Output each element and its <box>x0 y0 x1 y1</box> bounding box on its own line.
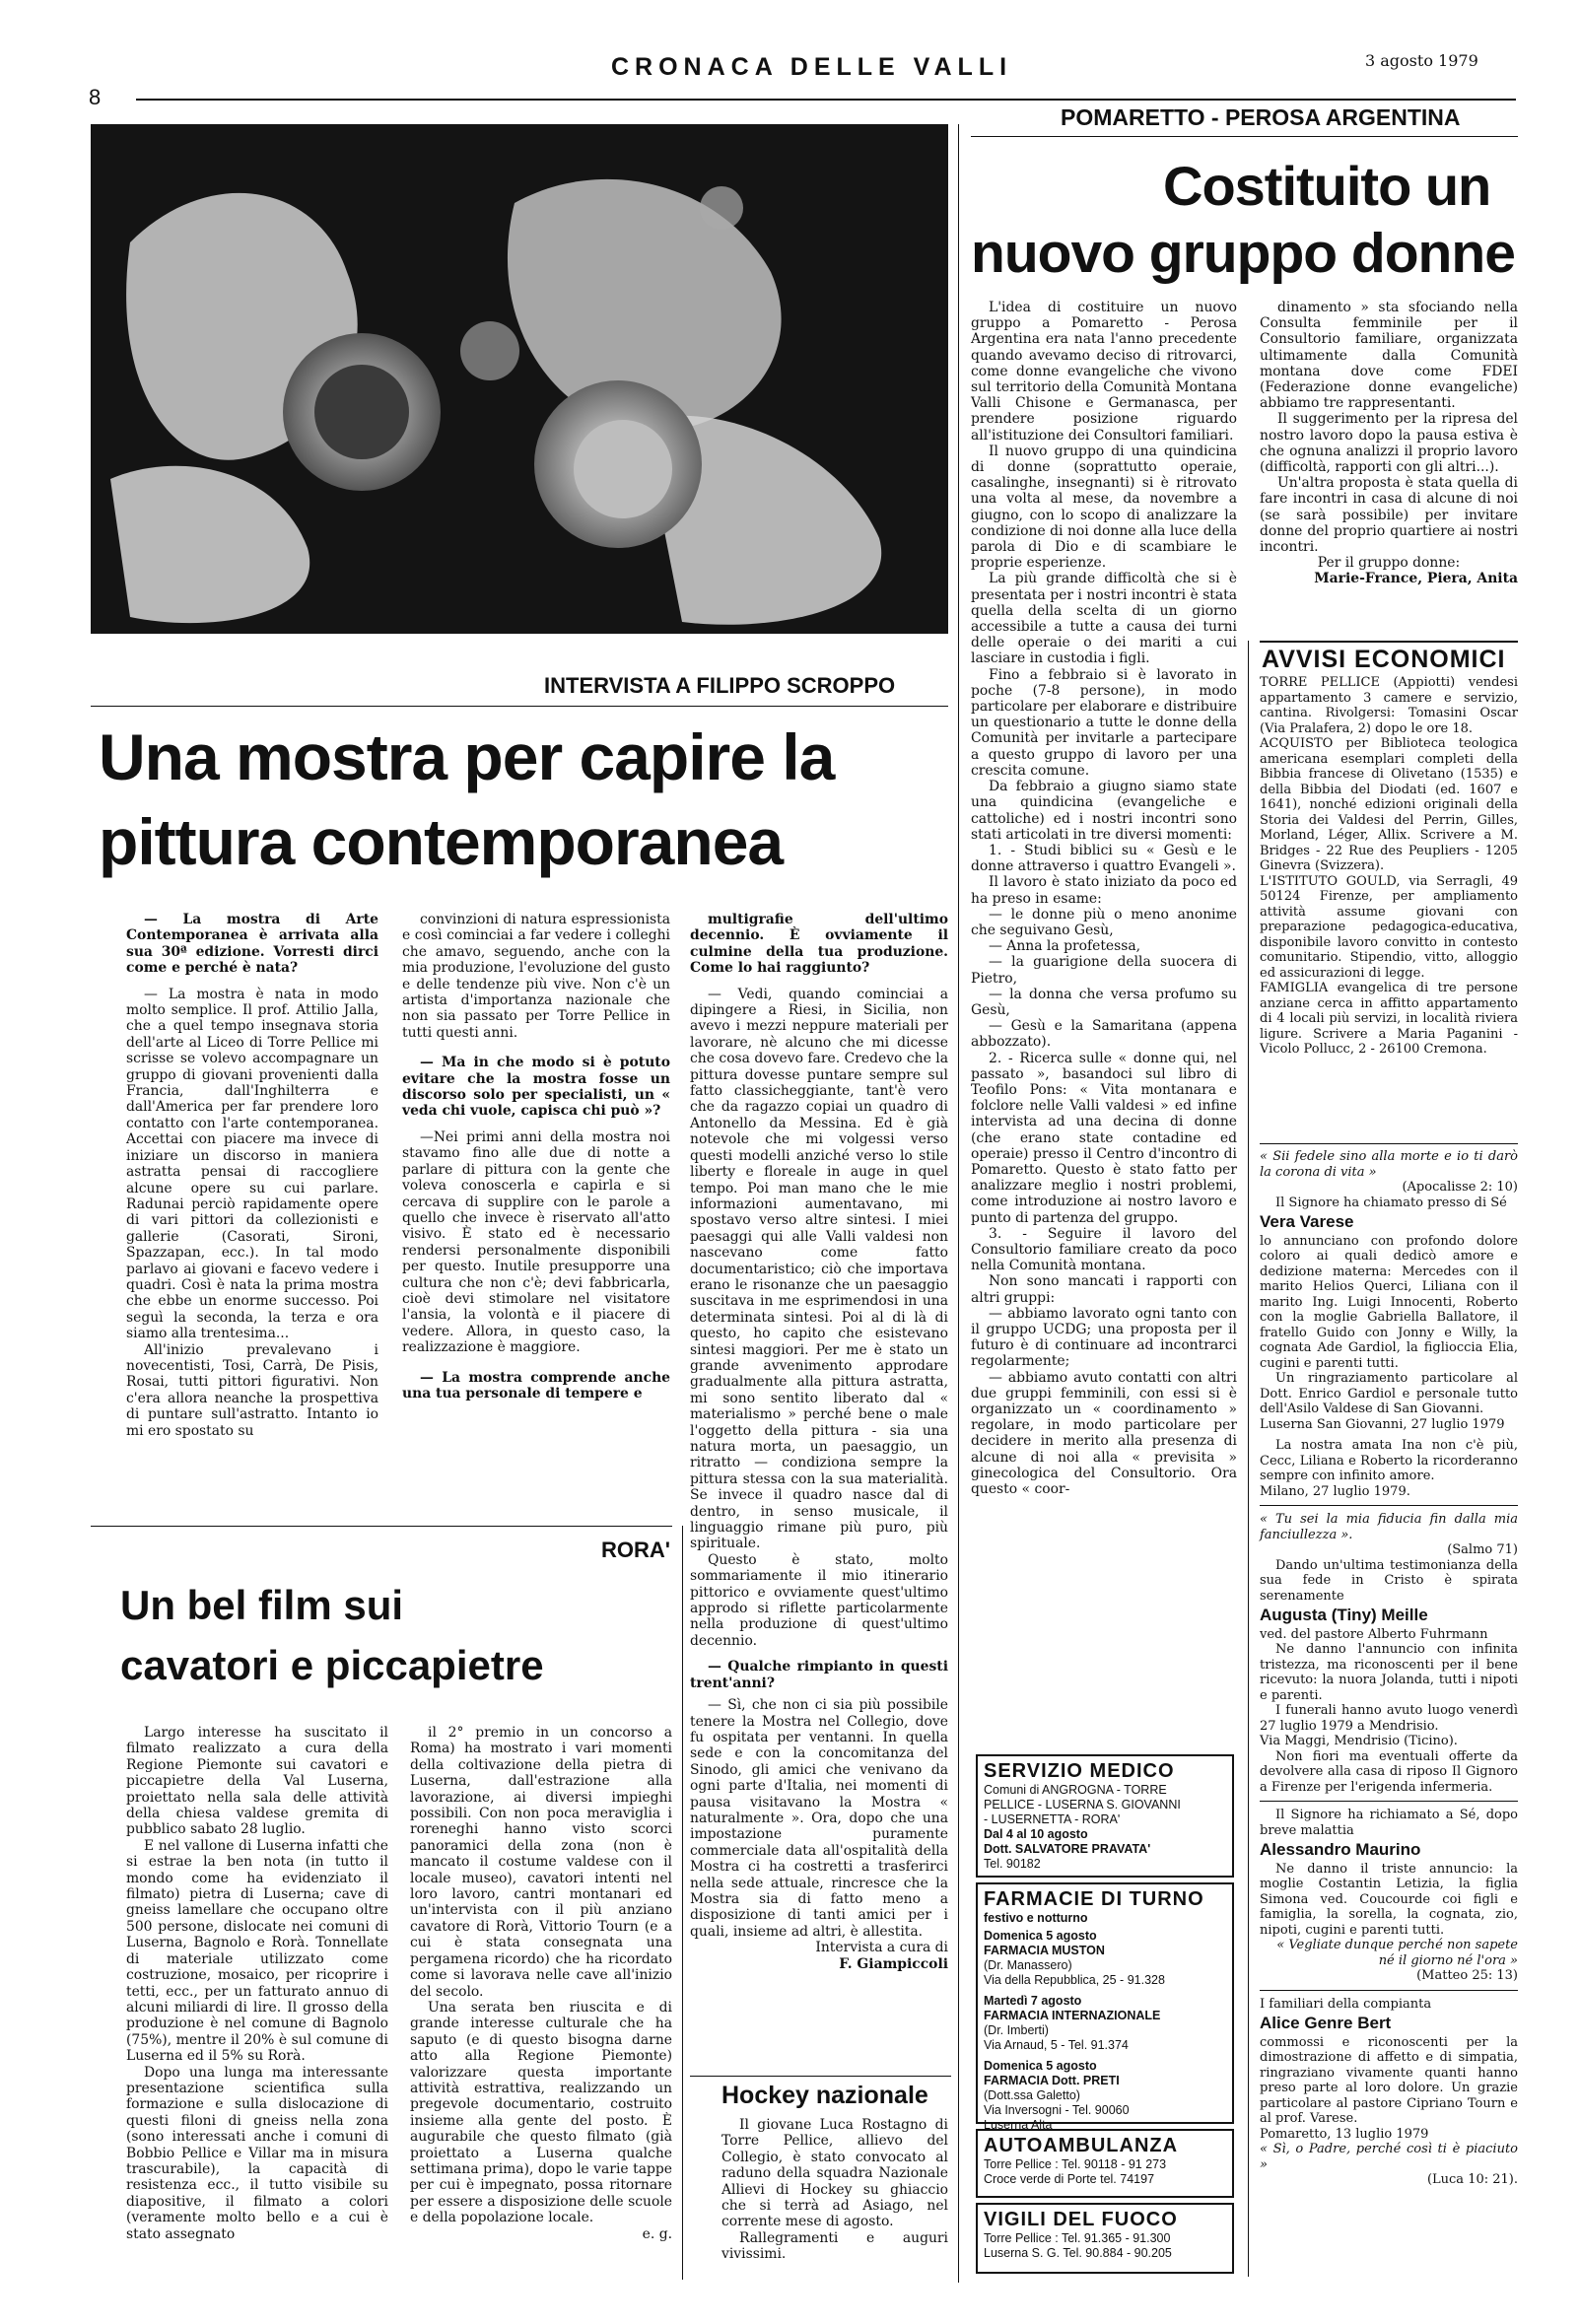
paragraph: — La mostra comprende anche una tua personale di tempere e <box>402 1369 670 1401</box>
rora-title-line2: cavatori e piccapietre <box>120 1642 544 1688</box>
paragraph: — la donna che versa profumo su Gesù, <box>971 986 1237 1018</box>
text-line: Comuni di ANGROGNA - TORRE <box>984 1783 1167 1797</box>
paragraph: Il nuovo gruppo di una quindicina di donne (soprattutto operaie, casalinghe, insegnanti) si è ritrovato una volta al mese, da novembre a giugno, con lo scopo di analizzare la condizione di noi donne alla luce della parola di Dio e di scambiare le proprie esperienze. <box>971 443 1237 572</box>
paragraph: ved. del pastore Alberto Fuhrmann <box>1260 1626 1488 1642</box>
paragraph: — Qualche rimpianto in questi trent'anni? <box>690 1659 948 1691</box>
paragraph: E nel vallone di Luserna infatti che si estrae la ben nota (in tutto il mondo come ha evidenziato il filmato) pietra di Luserna; cave di gneiss lamellare che occupano oltre 500 persone, dislocate nei comuni di Luserna, Bagnolo e Rorà. Tonnellate di materiale utilizzato come costruzione, mosaico, per ricoprire i tetti, ecc., per un fatturato annuo di alcuni miliardi di lire. Il grosso della produzione è nel comune di Bagnolo (75%), mentre il 20% è sul comune di Luserna ed il 5% su Rorà. <box>126 1837 388 2065</box>
rora-col2 <box>410 1725 672 2242</box>
farmacie-title: FARMACIE DI TURNO <box>984 1888 1204 1910</box>
paragraph: convinzioni di natura espressionista e così cominciai a far vedere i colleghi che amavo, seguendo, anche con la mia produzione, l'evoluzione del gusto e delle tendenze più vive. Non c'è un artista d'importanza nazionale che non sia passato per Torre Pellice in tutti questi anni. <box>402 912 670 1041</box>
paragraph: I familiari della compianta <box>1260 1996 1432 2012</box>
text-line: Tel. 90182 <box>984 1857 1041 1871</box>
avvisi-list <box>1260 675 1518 1058</box>
paragraph: Il lavoro è stato iniziato da poco ed ha preso in esame: <box>971 874 1237 907</box>
paragraph: All'inizio prevalevano i novecentisti, Tosi, Carrà, De Pisis, Rosai, tutti pittori figurativi. Non c'era allora neanche la prospettiva di puntare sull'astratto. Intanto io mi ero spostato su <box>126 1341 378 1439</box>
paragraph: Largo interesse ha suscitato il filmato realizzato a cura della Regione Piemonte sui cavatori e piccapietre della Val Luserna, proiettato nella sala delle attività della chiesa valdese gremita di pubblico sabato 28 luglio. <box>126 1725 388 1838</box>
text-line: Croce verde di Porte tel. 74197 <box>984 2172 1155 2186</box>
paragraph: Via Maggi, Mendrisio (Ticino). <box>1260 1734 1458 1748</box>
paragraph: Ne danno il triste annuncio: la moglie Costantin Letizia, la figlia Simona ved. Coucourde coi figli e famiglia, la sorella, la cognata, zio, nipoti, cugini e parenti tutti. <box>1260 1861 1518 1938</box>
text-line: Torre Pellice : Tel. 91.365 - 91.300 <box>984 2231 1171 2245</box>
text-line: Martedì 7 agosto <box>984 1994 1082 2008</box>
text-line: (Dr. Manassero) <box>984 1958 1072 1972</box>
paragraph: Dando un'ultima testimonianza della sua fede in Cristo è spirata serenamente <box>1260 1557 1518 1604</box>
paragraph: 3. - Seguire il lavoro del Consultorio familiare creato da poco nella Comunità montana. <box>971 1225 1237 1274</box>
avviso-item: FAMIGLIA evangelica di tre persone anziane cerca in affitto appartamento di 4 locali più servizi, in località riviera ligure. Scrivere a Maria Paganini - Vicolo Pollucc, 2 - 26100 Cremona. <box>1260 981 1518 1057</box>
necrologio-name: Alice Genre Bert <box>1260 2014 1392 2032</box>
page-number: 8 <box>89 85 102 109</box>
paragraph: Il suggerimento per la ripresa del nostro lavoro dopo la pausa estiva è che ognuna analizzi il proprio lavoro (difficoltà, rapporti con gli altri...). <box>1260 411 1518 476</box>
issue-date: 3 agosto 1979 <box>1365 51 1478 70</box>
paragraph: —Nei primi anni della mostra noi stavamo fino alle due di notte a parlare di pittura con la gente che voleva conoscerla e capirla e si cercava di supplire con le parole a quello che invece è riservato all'atto visivo. È stato ed è necessario rendersi personalmente disponibili per questo. Inutile presupporre una cultura che non c'è; devi fabbricarla, cioè devi stimolare nel visitatore l'ansia, la volontà e il piacere di vedere. Allora, in questo caso, la realizzazione è maggiore. <box>402 1128 670 1356</box>
pomaretto-sign2: Marie-France, Piera, Anita <box>1314 571 1518 587</box>
text-line: Dal 4 al 10 agosto <box>984 1827 1088 1841</box>
text-line: Luserna Alta <box>984 2118 1053 2132</box>
text-line: Via Arnaud, 5 - Tel. 91.374 <box>984 2038 1129 2052</box>
text-line: Domenica 5 agosto <box>984 2059 1097 2073</box>
avvisi-top-rule <box>1260 641 1518 643</box>
paragraph: (Luca 10: 21). <box>1426 2172 1518 2187</box>
column-divider <box>682 1526 683 2280</box>
rora-rule <box>91 1526 672 1527</box>
avviso-item: ACQUISTO per Biblioteca teologica americana esemplari completi della Bibbia francese di Olivetano (1535) e della Bibbia del Diodati (ed. 1607 e 1641), nonché edizioni originali della Storia dei Valdesi del Perrin, Gilles, Morland, Léger, Allix. Scrivere a M. Bridges - 22 Rue des Peupliers - 1205 Ginevra (Svizzera). <box>1260 736 1518 873</box>
paragraph: — abbiamo avuto contatti con altri due gruppi femminili, con essi si è organizzato un « coordinamento » regolare, in modo particolare per decidere in merito alla presenza di alcune di noi alla « previsita » ginecologica del Consultorio. Ora questo « coor- <box>971 1369 1237 1498</box>
hockey-title: Hockey nazionale <box>721 2082 928 2109</box>
rora-sign: e. g. <box>642 2225 672 2242</box>
vigili-box <box>976 2203 1234 2274</box>
text-line: (Dr. Imberti) <box>984 2023 1049 2037</box>
paragraph: 2. - Ricerca sulle « donne qui, nel passato », basandoci sul libro di Teofilo Pons: « Vita montanara e folclore nelle Valli valdesi » ed infine intervista ad una decina di donne (che erano state contadine ed operaie) presso il Centro d'incontro di Pomaretto. Questo è stato fatto per analizzare meglio i nostri problemi, come introduzione ai nostro lavoro e punto di partenza del gruppo. <box>971 1050 1237 1226</box>
paragraph: Un ringraziamento particolare al Dott. Enrico Gardiol e personale tutto dell'Asilo Valdese di San Giovanni. <box>1260 1371 1518 1416</box>
paragraph: La più grande difficoltà che si è presentata per i nostri incontri è stata quella della scelta di un giorno accessibile a tutte a causa dei turni delle operaie o dei mariti a cui lasciare in custodia i figli. <box>971 571 1237 667</box>
paragraph: « Sì, o Padre, perché così ti è piaciuto » <box>1260 2142 1518 2172</box>
paragraph: « Sii fedele sino alla morte e io ti darò la corona di vita » <box>1260 1149 1518 1180</box>
paragraph: Dopo una lunga ma interessante presentazione scientifica sulla formazione e sulla dislocazione di questi filoni di gneiss nella zona (sono interessati anche i comuni di Bobbio Pellice e Villar ma in misura trascurabile), la capacità di resistenza ecc., il tutto visibile su diapositive, il filmato a colori (veramente molto bello e a cui è stato assegnato <box>126 2064 388 2242</box>
paragraph: I funerali hanno avuto luogo venerdì 27 luglio 1979 a Mendrisio. <box>1260 1703 1518 1734</box>
paragraph: — La mostra di Arte Contemporanea è arrivata alla sua 30ª edizione. Vorresti dirci come e perché è nata? <box>126 912 378 977</box>
paragraph: Luserna San Giovanni, 27 luglio 1979 <box>1260 1416 1505 1432</box>
rora-kicker: RORA' <box>601 1538 671 1562</box>
paragraph: multigrafie dell'ultimo decennio. È ovviamente il culmine della tua produzione. Come lo hai raggiunto? <box>690 912 948 977</box>
autoambulanza-box <box>976 2129 1234 2198</box>
vigili-title: VIGILI DEL FUOCO <box>984 2209 1178 2230</box>
paragraph: lo annunciano con profondo dolore coloro ai quali dedicò amore e dedizione materna: Mercedes con il marito Helios Querci, Liliana con il marito Ing. Luigi Innocenti, Roberto con la moglie Gabriella Ballatore, il fratello Guido con Jonny e Willy, la cognata Ade Gardiol, la figlioccia Elia, cugini e parenti tutti. <box>1260 1233 1518 1371</box>
necrologio-name: Augusta (Tiny) Meille <box>1260 1606 1428 1624</box>
paragraph: Non sono mancati i rapporti con altri gruppi: <box>971 1273 1237 1306</box>
masthead: CRONACA DELLE VALLI <box>611 53 1013 81</box>
paragraph: il 2° premio in un concorso a Roma) ha mostrato i vari momenti della coltivazione della pietra di Luserna, dall'estrazione alla lavorazione, ai diversi impieghi possibili. Con non poca meraviglia i roreneghi hanno visto scorci panoramici della zona (non è mancato il costume valdese con il locale museo), cavatori intenti nel loro lavoro, cantri montanari ed un'intervista con il più anziano cavatore di Rorà, Vittorio Tourn (e a cui è stata consegnata una pergamena ricordo) che ha ricordato come si lavorava nelle cave all'inizio del secolo. <box>410 1725 672 2000</box>
paragraph: — La mostra è nata in modo molto semplice. Il prof. Attilio Jalla, che a quel tempo insegnava storia dell'arte al Liceo di Torre Pellice mi scrisse se volevo accompagnare un gruppo di giovani provenienti dalla Francia, dall'Inghilterra e dall'America per far prendere loro contatto con l'arte contemporanea. Accettai con piacere ma invece di iniziare un discorso in maniera astratta pensai di raccogliere alcune opere su cui parlare. Radunai perciò rapidamente opere di vari pittori da collezionisti e gallerie (Casorati, Sironi, Spazzapan, ecc.). In tal modo parlavo ai giovani e facevo vedere i quadri. Così è nata la prima mostra che ebbe un enorme successo. Poi seguì la seconda, la terza e ora siamo alla trentesima... <box>126 986 378 1342</box>
paragraph: Questo è stato, molto sommariamente il mio itinerario pittorico e ovviamente quest'ultimo approdo si riflette particolarmente nella produzione di quest'ultimo decennio. <box>690 1551 948 1649</box>
paragraph: Ne danno l'annuncio con infinita tristezza, ma riconoscenti per il bene ricevuto: la nuora Jolanda, tutti i nipoti e parenti. <box>1260 1642 1518 1703</box>
text-line: - LUSERNETTA - RORA' <box>984 1812 1121 1826</box>
necrologio-name: Vera Varese <box>1260 1212 1354 1231</box>
paragraph: — Ma in che modo si è potuto evitare che la mostra fosse un discorso solo per specialisti, un « veda chi vuole, capisca chi può »? <box>402 1055 670 1120</box>
rora-title-line1: Un bel film sui <box>120 1582 404 1628</box>
paragraph: Rallegramenti e auguri vivissimi. <box>721 2229 948 2263</box>
text-line: Torre Pellice : Tel. 90118 - 91 273 <box>984 2157 1167 2171</box>
paragraph: (Salmo 71) <box>1447 1542 1518 1557</box>
article-photo <box>91 124 948 634</box>
text-line: Via Inversogni - Tel. 90060 <box>984 2103 1130 2117</box>
text-line: PELLICE - LUSERNA S. GIOVANNI <box>984 1798 1181 1811</box>
paragraph: « Tu sei la mia fiducia fin dalla mia fanciullezza ». <box>1260 1512 1518 1542</box>
paragraph: Il giovane Luca Rostagno di Torre Pellice, allievo del Collegio, è stato convocato al raduno della squadra Nazionale Allievi di Hockey su ghiaccio che si terrà ad Asiago, nel corrente mese di agosto. <box>721 2117 948 2230</box>
text-line: Dott. SALVATORE PRAVATA' <box>984 1842 1151 1856</box>
pomaretto-col1 <box>971 300 1237 1497</box>
avviso-item: TORRE PELLICE (Appiotti) vendesi appartamento 3 camere e servizio, cantina. Rivolgersi: Tomasini Oscar (Via Pralafera, 2) dopo le ore 18. <box>1260 675 1518 736</box>
pomaretto-col2 <box>1260 300 1518 587</box>
photo-artwork <box>91 124 948 634</box>
paragraph: Il Signore ha richiamato a Sé, dopo breve malattia <box>1260 1808 1518 1838</box>
paragraph: « Vegliate dunque perché non sapete né il giorno né l'ora » <box>1276 1938 1518 1968</box>
hockey-rule <box>690 2076 951 2077</box>
autoambulanza-title: AUTOAMBULANZA <box>984 2135 1179 2156</box>
paragraph: — Sì, che non ci sia più possibile tenere la Mostra nel Collegio, dove fu ospitata per ventanni. In quella sede e con la concomitanza del Sinodo, gli amici che venivano da ogni parte d'Italia, nei momenti di pausa visitavano la Mostra « naturalmente ». Ora, dopo che una impostazione puramente commerciale data all'ospitalità della Mostra ci ha costretti a trasferirci nella sede attuale, rincresce che la Mostra sia di fatto meno a disposizione di tanti amici per i quali, insieme ad altri, è allestita. <box>690 1697 948 1940</box>
servizio-medico-box <box>976 1754 1234 1878</box>
paragraph: (Apocalisse 2: 10) <box>1402 1180 1518 1195</box>
paragraph: La nostra amata Ina non c'è più, Cecc, Liliana e Roberto la ricorderanno sempre con infinito amore. <box>1260 1438 1518 1483</box>
text-line: festivo e notturno <box>984 1911 1088 1925</box>
pomaretto-kicker: POMARETTO - PEROSA ARGENTINA <box>1061 104 1461 130</box>
column-divider <box>958 124 959 2283</box>
paragraph: — abbiamo lavorato ogni tanto con il gruppo UCDG; una proposta per il futuro è di continuare ad incontrarci regolarmente; <box>971 1305 1237 1370</box>
paragraph: L'idea di costituire un nuovo gruppo a Pomaretto - Perosa Argentina era nata l'anno precedente quando avevamo deciso di ritrovarci, come donne evangeliche che vivono sul territorio della Comunità Montana Valli Chisone e Germanasca, per prendere posizione riguardo all'istituzione dei Consultori familiari. <box>971 300 1237 444</box>
paragraph: Il Signore ha chiamato presso di Sé <box>1275 1195 1507 1210</box>
paragraph: Pomaretto, 13 luglio 1979 <box>1260 2126 1429 2142</box>
intervista-col1 <box>126 912 378 1439</box>
pomaretto-title-line1: Costituito un <box>1163 155 1491 217</box>
paragraph: — le donne più o meno anonime che seguivano Gesù, <box>971 906 1237 938</box>
text-line: FARMACIA INTERNAZIONALE <box>984 2009 1161 2022</box>
servizio-medico-title: SERVIZIO MEDICO <box>984 1760 1175 1782</box>
necrologi <box>1260 1149 1518 2188</box>
intervista-col3 <box>690 912 948 1972</box>
pomaretto-title-line2: nuovo gruppo donne <box>971 222 1515 285</box>
paragraph: Una serata ben riuscita e di grande interesse culturale che ha saputo (e di questo bisogna darne atto alla Regione Piemonte) valorizzare questa importante attività estrattiva, realizzando un pregevole documentario, costruito insieme alla gente del posto. È augurabile che questo filmato (già proiettato a Luserna qualche settimana prima), dopo le varie tappe per cui è impegnato, possa ritornare per essere a disposizione delle scuole e della popolazione locale. <box>410 1999 672 2226</box>
intervista-title-line2: pittura contemporanea <box>99 805 784 878</box>
header-rule <box>136 99 1516 101</box>
farmacie-box <box>976 1882 1234 2132</box>
pomaretto-sign1: Per il gruppo donne: <box>1317 555 1461 572</box>
hockey-text <box>721 2117 948 2263</box>
intervista-author: F. Giampiccoli <box>839 1955 948 1972</box>
paragraph: Un'altra proposta è stata quella di fare incontri in casa di alcune di noi (se sarà possibile) per invitare donne del proprio quartiere ai nostri incontri. <box>1260 475 1518 556</box>
text-line: (Dott.ssa Galetto) <box>984 2088 1080 2102</box>
paragraph: — Vedi, quando cominciai a dipingere a Riesi, in Sicilia, non avevo i mezzi neppure materiali per lavorare, nè alcuno che mi dicesse che cosa dovevo fare. Credevo che la pittura dovesse puntare sempre sul fatto classicheggiante, tant'è vero che da ragazzo copiai un quadro di Antonello da Messina. Ed è già notevole che mi volgessi verso questi modelli anziché verso lo stile liberty e floreale in auge in quel tempo. Poi man mano che le mie informazioni aumentavano, mi spostavo verso altre sintesi. I miei paesaggi qui alle Valli valdesi non nascevano come fatto documentaristico; ciò che importava erano le risonanze che un paesaggio suscitava in me esprimendosi in una determinata sintesi. Poi al di là di questo, ho capito che esistevano sintesi maggiori. Per me è stato un grande avvenimento approdare gradualmente alla pittura astratta, mi sono sentito liberato dal « materialismo » perché bene o male l'oggetto della pittura - sia una natura morta, un paesaggio, un ritratto — condiziona sempre la pittura stessa con la sua materialità. Se invece il quadro nasce dal di dentro, in senso musicale, il linguaggio rimane più puro, più spirituale. <box>690 986 948 1552</box>
paragraph: (Matteo 25: 13) <box>1416 1968 1518 1983</box>
paragraph: — Gesù e la Samaritana (appena abbozzato). <box>971 1018 1237 1051</box>
paragraph: Milano, 27 luglio 1979. <box>1260 1483 1410 1499</box>
paragraph: — la guarigione della suocera di Pietro, <box>971 954 1237 987</box>
text-line: Via della Repubblica, 25 - 91.328 <box>984 1973 1165 1987</box>
text-line: FARMACIA Dott. PRETI <box>984 2074 1120 2087</box>
necrologi-rule <box>1260 1143 1518 1144</box>
paragraph: 1. - Studi biblici su « Gesù e le donne attraverso i quattro Evangeli ». <box>971 842 1237 875</box>
paragraph: dinamento » sta sfociando nella Consulta femminile per il Consultorio familiare, organizzata ultimamente dalla Comunità montana dove come FDEI (Federazione donne evangeliche) abbiamo tre rappresentanti. <box>1260 300 1518 412</box>
rora-col1 <box>126 1725 388 2242</box>
avvisi-title: AVVISI ECONOMICI <box>1262 646 1506 673</box>
text-line: Luserna S. G. Tel. 90.884 - 90.205 <box>984 2246 1172 2260</box>
intervista-col2 <box>402 912 670 1401</box>
column-divider <box>1248 641 1249 2277</box>
paragraph: commossi e riconoscenti per la dimostrazione di affetto e di simpatia, ringraziano vivamente quanti hanno preso parte al loro dolore. Un grazie particolare al pastore Cipriano Tourn e al prof. Varese. <box>1260 2034 1518 2126</box>
paragraph: Fino a febbraio si è lavorato in poche (7-8 persone), in modo particolare per elaborare e distribuire un questionario a tutte le donne della Comunità per invitarle a partecipare a questo gruppo di lavoro per una crescita comune. <box>971 666 1237 779</box>
avviso-item: L'ISTITUTO GOULD, via Serragli, 49 50124 Firenze, per ampliamento attività assume giovani con preparazione pedagogica-educativa, disponibile lavoro convitto in contesto comunitario. Stipendio, vitto, alloggio ed assicurazioni di legge. <box>1260 873 1518 981</box>
text-line: FARMACIA MUSTON <box>984 1944 1105 1957</box>
intervista-title-line1: Una mostra per capire la <box>99 720 835 793</box>
intervista-credit: Intervista a cura di <box>815 1940 948 1956</box>
paragraph: — Anna la profetessa, <box>989 938 1141 955</box>
intervista-rule <box>91 706 948 707</box>
pomaretto-rule <box>971 136 1518 137</box>
paragraph: Da febbraio a giugno siamo state una quindicina (evangeliche e cattoliche) ed i nostri incontri sono stati articolati in tre diversi momenti: <box>971 779 1237 843</box>
paragraph: Non fiori ma eventuali offerte da devolvere alla casa di riposo Il Gignoro a Firenze per l'erigenda infermeria. <box>1260 1748 1518 1795</box>
text-line: Domenica 5 agosto <box>984 1929 1097 1943</box>
necrologio-name: Alessandro Maurino <box>1260 1840 1421 1859</box>
intervista-kicker: INTERVISTA A FILIPPO SCROPPO <box>544 673 896 698</box>
